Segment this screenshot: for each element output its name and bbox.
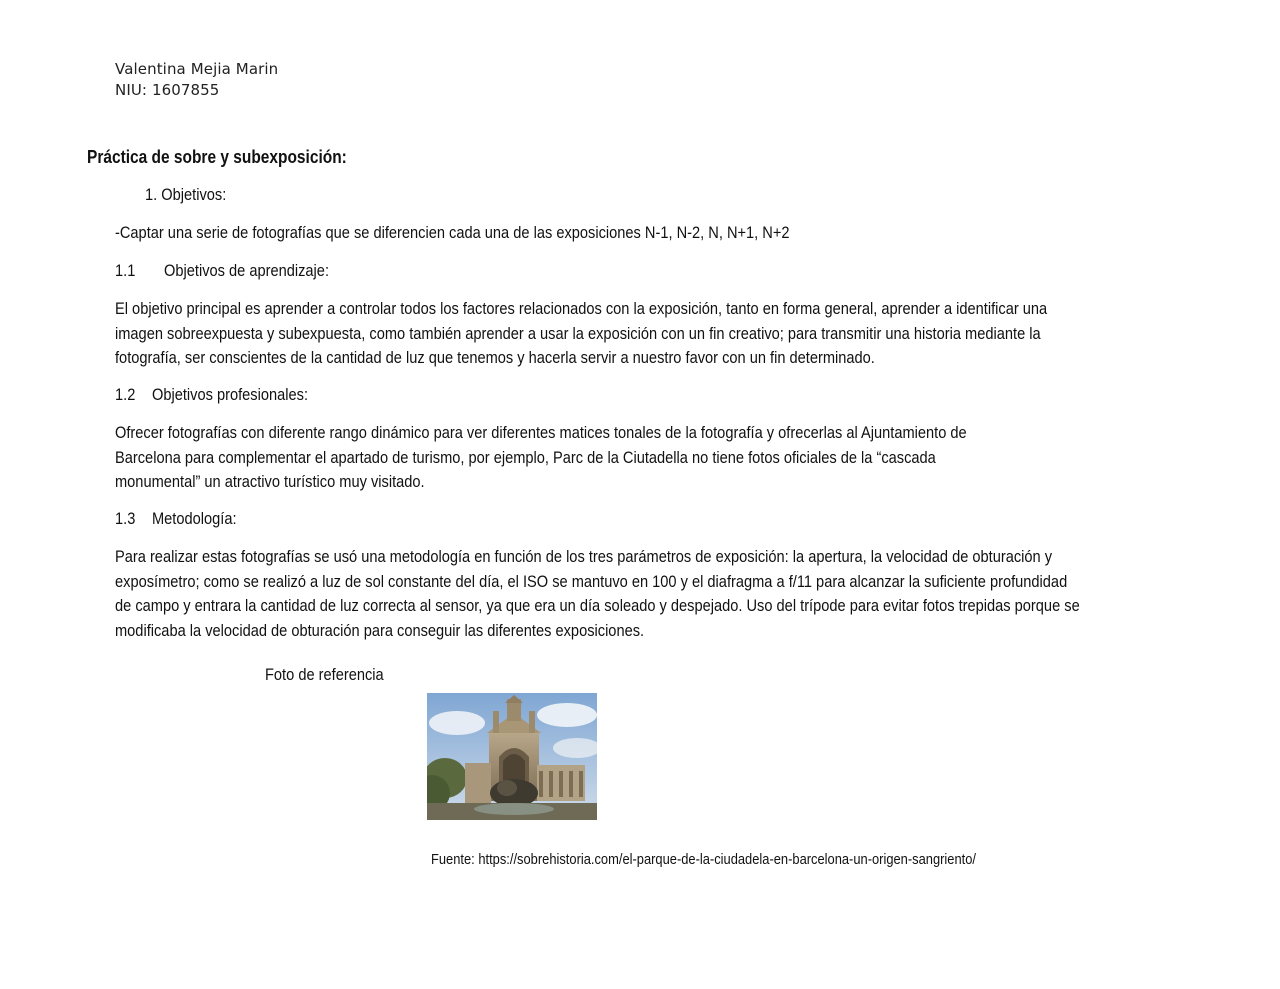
section-title: Objetivos de aprendizaje: [164, 261, 330, 280]
paragraph-line: monumental” un atractivo turístico muy visitado. [115, 472, 425, 491]
paragraph-line: de campo y entrara la cantidad de luz correcta al sensor, ya que era un día soleado y despejado. Uso del trípode para evitar fotos trepidas porque se [115, 596, 1080, 615]
section-objetivos-text: -Captar una serie de fotografías que se diferencien cada una de las exposiciones N-1, N-2, N, N+1, N+2 [115, 223, 790, 242]
paragraph-line: imagen sobreexpuesta y subexpuesta, como también aprender a usar la exposición con un fin creativo; para transmitir una historia mediante la [115, 323, 1041, 343]
paragraph-line: Ofrecer fotografías con diferente rango dinámico para ver diferentes matices tonales de la fotografía y ofrecerlas al Ajuntamiento de [115, 423, 967, 442]
reference-photo [427, 693, 597, 820]
section-number: 1.1 [115, 261, 136, 280]
paragraph-line: modificaba la velocidad de obturación para conseguir las diferentes exposiciones. [115, 620, 645, 640]
paragraph-line: Para realizar estas fotografías se usó una metodología en función de los tres parámetros de exposición: la apertura, la velocidad de obturación y [115, 547, 1053, 566]
section-1-1-heading [115, 261, 329, 281]
section-objetivos-heading: 1. Objetivos: [145, 185, 227, 204]
section-number: 1.3 [115, 509, 136, 528]
figure-caption: Foto de referencia [265, 665, 384, 684]
figure-source: Fuente: https://sobrehistoria.com/el-parque-de-la-ciudadela-en-barcelona-un-origen-sangriento/ [431, 851, 976, 868]
section-1-2-paragraph [115, 421, 967, 495]
section-1-2-heading [115, 385, 308, 405]
paragraph-line: exposímetro; como se realizó a luz de sol constante del día, el ISO se mantuvo en 100 y el diafragma a f/11 para alcanzar la suficiente profundidad [115, 571, 1068, 591]
section-number: 1.2 [115, 385, 136, 404]
section-1-3-heading [115, 509, 237, 529]
section-title: Metodología: [151, 509, 237, 528]
document-title: Práctica de sobre y subexposición: [87, 147, 347, 167]
paragraph-line: Barcelona para complementar el apartado de turismo, por ejemplo, Parc de la Ciutadella no tiene fotos oficiales de la “cascada [115, 447, 936, 467]
paragraph-line: fotografía, ser conscientes de la cantidad de luz que tenemos y hacerla servir a nuestro favor con un fin determinado. [115, 348, 875, 367]
section-1-1-paragraph [115, 297, 1047, 371]
paragraph-line: El objetivo principal es aprender a controlar todos los factores relacionados con la exposición, tanto en forma general, aprender a identificar una [115, 299, 1048, 318]
author-name: Valentina Mejia Marin [115, 60, 279, 78]
section-title: Objetivos profesionales: [151, 385, 309, 404]
author-niu: NIU: 1607855 [115, 81, 220, 99]
section-1-3-paragraph [115, 545, 1080, 643]
